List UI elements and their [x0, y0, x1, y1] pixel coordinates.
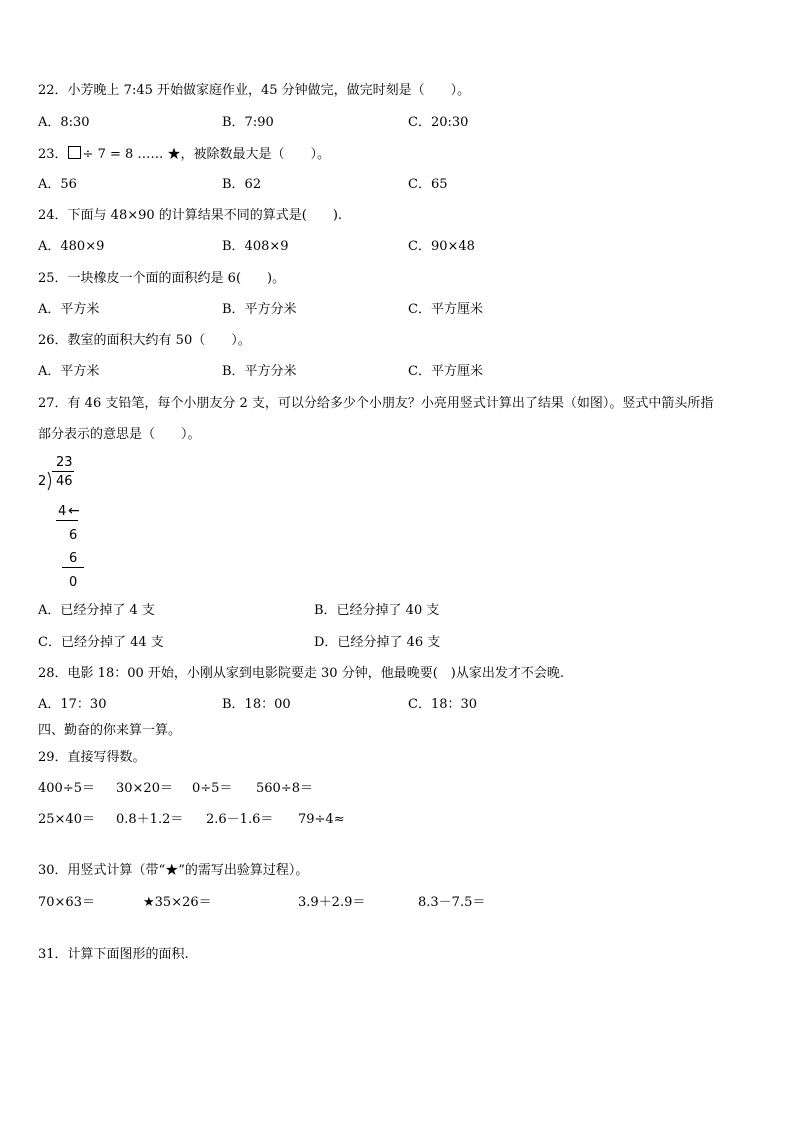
q23-option-a[interactable]: A．56: [38, 177, 77, 192]
q29-item-5: 25×40＝: [38, 812, 95, 827]
division-step1: 4: [58, 504, 67, 519]
division-remainder1: 6: [69, 528, 78, 543]
long-division-figure: [36, 454, 106, 594]
division-divisor: 2: [38, 474, 47, 489]
division-remainder2: 0: [69, 575, 78, 590]
division-bar: [52, 471, 74, 472]
question-26-stem: 26．教室的面积大约有 50（ ）。: [38, 333, 251, 348]
q24-option-a[interactable]: A．480×9: [38, 239, 105, 254]
q23-formula: ÷ 7 = 8 …… ★: [82, 147, 181, 162]
q30-item-4: 8.3－7.5＝: [418, 895, 486, 910]
q29-item-1: 400÷5＝: [38, 781, 95, 796]
q29-item-7: 2.6－1.6＝: [206, 812, 274, 827]
q24-option-c[interactable]: C．90×48: [408, 239, 475, 254]
q23-option-b[interactable]: B．62: [222, 177, 262, 192]
arrow-left-icon: ←: [68, 503, 80, 519]
question-25-stem: 25．一块橡皮一个面的面积约是 6( )。: [38, 271, 286, 286]
division-quotient: 23: [56, 455, 73, 470]
q22-option-c[interactable]: C．20:30: [408, 115, 469, 130]
q24-option-b[interactable]: B．408×9: [222, 239, 289, 254]
division-line-1: [56, 520, 78, 521]
question-24-stem: 24．下面与 48×90 的计算结果不同的算式是( ).: [38, 208, 343, 223]
q29-item-3: 0÷5＝: [192, 781, 233, 796]
q30-item-2: ★35×26＝: [143, 895, 212, 910]
q26-option-c[interactable]: C．平方厘米: [408, 364, 483, 379]
q29-item-6: 0.8＋1.2＝: [116, 812, 184, 827]
q28-option-b[interactable]: B．18：00: [222, 697, 291, 712]
q25-option-a[interactable]: A．平方米: [38, 302, 100, 317]
q27-option-b[interactable]: B．已经分掉了 40 支: [314, 603, 440, 618]
division-step2: 6: [69, 551, 78, 566]
q30-item-1: 70×63＝: [38, 895, 95, 910]
q26-option-b[interactable]: B．平方分米: [222, 364, 297, 379]
question-28-stem: 28．电影 18：00 开始，小刚从家到电影院要走 30 分钟，他最晚要( )从家出发才不会晚.: [38, 666, 564, 681]
section-4-heading: 四、勤奋的你来算一算。: [38, 723, 182, 738]
q25-option-b[interactable]: B．平方分米: [222, 302, 297, 317]
question-27-stem-line2: 部分表示的意思是（ ）。: [38, 427, 201, 442]
q22-option-a[interactable]: A．8:30: [38, 115, 90, 130]
question-23-stem: [38, 146, 330, 163]
q27-option-d[interactable]: D．已经分掉了 46 支: [314, 635, 441, 650]
division-line-2: [62, 567, 84, 568]
question-27-stem-line1: 27．有 46 支铅笔，每个小朋友分 2 支，可以分给多少个小朋友？小亮用竖式计算出了结果（如图）。竖式中箭头所指: [38, 396, 714, 411]
q29-item-2: 30×20＝: [116, 781, 173, 796]
question-29-stem: 29．直接写得数。: [38, 750, 146, 765]
q30-item-3: 3.9＋2.9＝: [298, 895, 366, 910]
q27-option-a[interactable]: A．已经分掉了 4 支: [38, 603, 155, 618]
q25-option-c[interactable]: C．平方厘米: [408, 302, 483, 317]
q22-option-b[interactable]: B．7:90: [222, 115, 274, 130]
q29-item-8: 79÷4≈: [298, 812, 345, 827]
division-bracket: [46, 471, 54, 491]
q23-rest: ，被除数最大是（ ）。: [180, 147, 331, 162]
q27-option-c[interactable]: C．已经分掉了 44 支: [38, 635, 164, 650]
question-30-stem: 30．用竖式计算（带“★”的需写出验算过程）。: [38, 863, 309, 878]
blank-box-icon: [68, 146, 81, 159]
question-22-stem: 22．小芳晚上 7:45 开始做家庭作业，45 分钟做完，做完时刻是（ ）。: [38, 83, 471, 98]
division-dividend: 46: [56, 474, 73, 489]
q29-item-4: 560÷8＝: [256, 781, 313, 796]
q28-option-a[interactable]: A．17：30: [38, 697, 107, 712]
question-31-stem: 31．计算下面图形的面积.: [38, 947, 189, 962]
q23-option-c[interactable]: C．65: [408, 177, 448, 192]
q26-option-a[interactable]: A．平方米: [38, 364, 100, 379]
q23-number: 23．: [38, 147, 68, 162]
q28-option-c[interactable]: C．18：30: [408, 697, 478, 712]
